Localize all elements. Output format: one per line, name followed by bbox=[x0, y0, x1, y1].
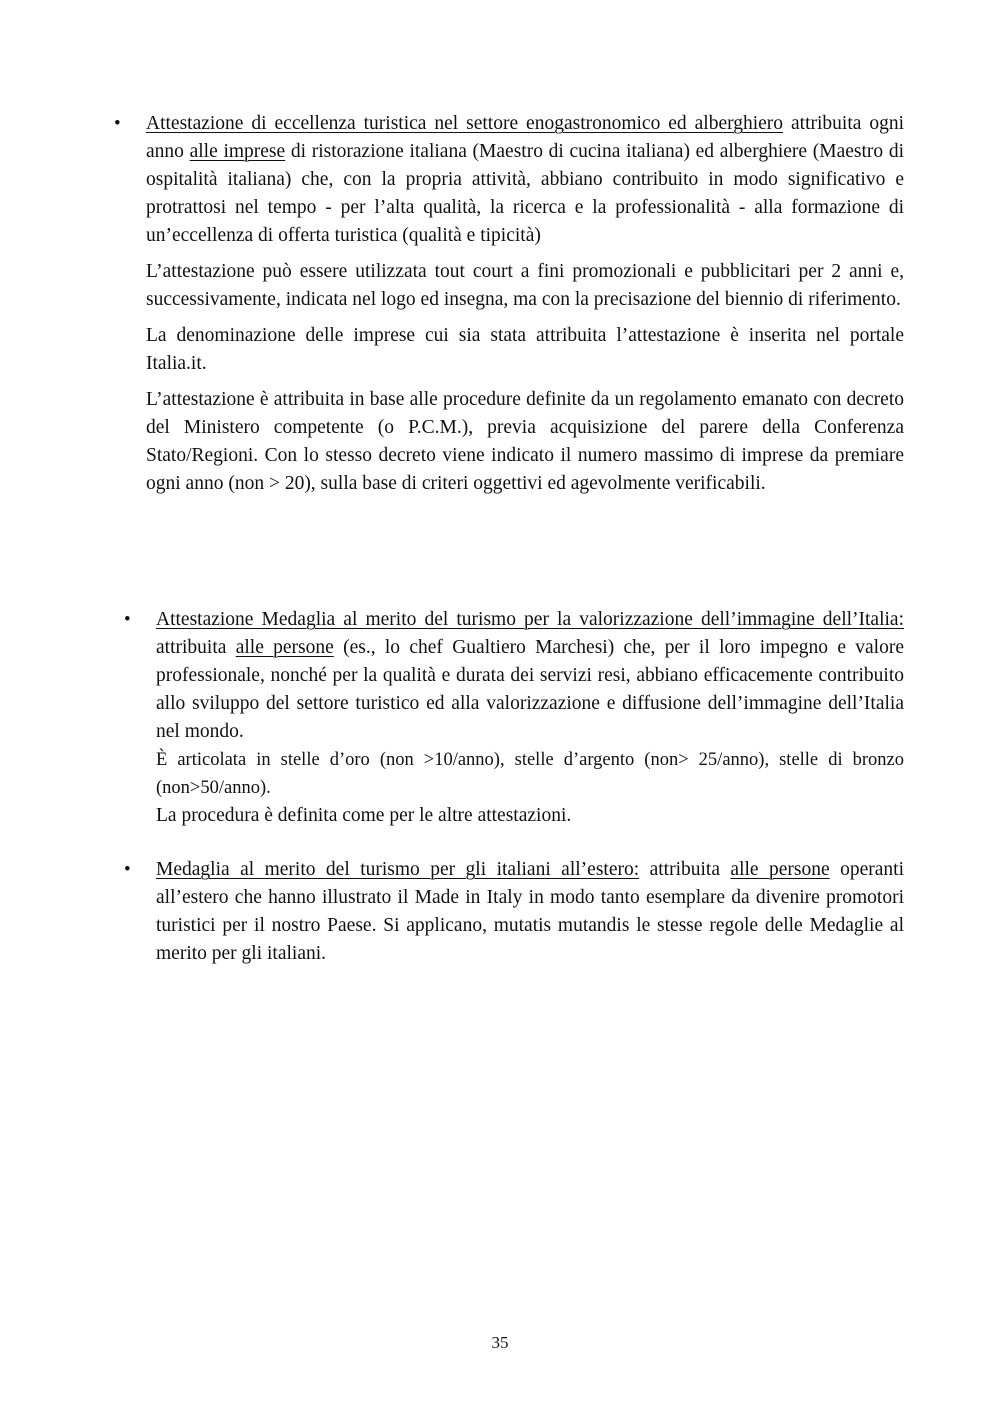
item-underlined-text: alle imprese bbox=[189, 141, 286, 162]
list-item-lead-paragraph bbox=[156, 856, 904, 968]
body-paragraph: L’attestazione è attribuita in base alle procedure definite da un regolamento emanato con decreto del Ministero competente (o P.C.M.), previa acquisizione del parere della Conferenza Stato/Regioni. Con lo stesso decreto viene indicato il numero massimo di imprese da premiare ogni anno (non > 20), sulla base di criteri oggettivi ed agevolmente verificabili. bbox=[146, 389, 904, 494]
item-text: attribuita ogni anno bbox=[146, 113, 904, 162]
item-text: attribuita bbox=[156, 637, 236, 658]
item-heading: Medaglia al merito del turismo per gli italiani all’estero: bbox=[156, 859, 640, 880]
body-paragraph: L’attestazione può essere utilizzata tout court a fini promozionali e pubblicitari per 2 anni e, successivamente, indicata nel logo ed insegna, ma con la precisazione del biennio di riferimento. bbox=[146, 261, 904, 310]
item-text: (es., lo chef Gualtiero Marchesi) che, per il loro impegno e valore professionale, nonché per la qualità e durata dei servizi resi, abbiano efficacemente contribuito allo sviluppo del settore turistico ed alla valorizzazione e diffusione dell’immagine dell’Italia nel mondo. bbox=[156, 637, 904, 742]
body-paragraph: La procedura è definita come per le altre attestazioni. bbox=[156, 805, 572, 826]
body-paragraph: La denominazione delle imprese cui sia stata attribuita l’attestazione è inserita nel portale Italia.it. bbox=[146, 325, 904, 374]
item-underlined-text: alle persone bbox=[235, 637, 334, 658]
list-item-attestazione-eccellenza bbox=[146, 110, 904, 498]
item-heading: Attestazione di eccellenza turistica nel settore enogastronomico ed alberghiero bbox=[146, 113, 784, 134]
item-heading: Attestazione Medaglia al merito del turismo per la valorizzazione dell’immagine dell’Italia: bbox=[156, 609, 904, 630]
list-item-lead-paragraph bbox=[156, 606, 904, 746]
body-paragraph: È articolata in stelle d’oro (non >10/anno), stelle d’argento (non> 25/anno), stelle di bronzo (non>50/anno). bbox=[156, 750, 904, 798]
list-item-lead-paragraph bbox=[146, 110, 904, 250]
bullet-dot: • bbox=[114, 113, 121, 134]
item-underlined-text: alle persone bbox=[730, 859, 830, 880]
bullet-dot: • bbox=[124, 859, 131, 880]
item-text: di ristorazione italiana (Maestro di cucina italiana) ed alberghiere (Maestro di ospitalità italiana) che, con la propria attività, abbiano contribuito in modo significativo e protrattosi nel tempo - per l’alta qualità, la ricerca e la professionalità - alla formazione di un’eccellenza di offerta turistica (qualità e tipicità) bbox=[146, 141, 905, 246]
list-item-medaglia-estero bbox=[156, 856, 904, 968]
list-item-medaglia-valorizzazione bbox=[156, 606, 904, 830]
bullet-dot: • bbox=[124, 609, 131, 630]
page-number: 35 bbox=[491, 1333, 509, 1352]
item-text: attribuita bbox=[639, 859, 731, 880]
item-text: operanti all’estero che hanno illustrato il Made in Italy in modo tanto esemplare da divenire promotori turistici per il nostro Paese. Si applicano, mutatis mutandis le stesse regole delle Medaglie al merito per gli italiani. bbox=[156, 859, 904, 964]
